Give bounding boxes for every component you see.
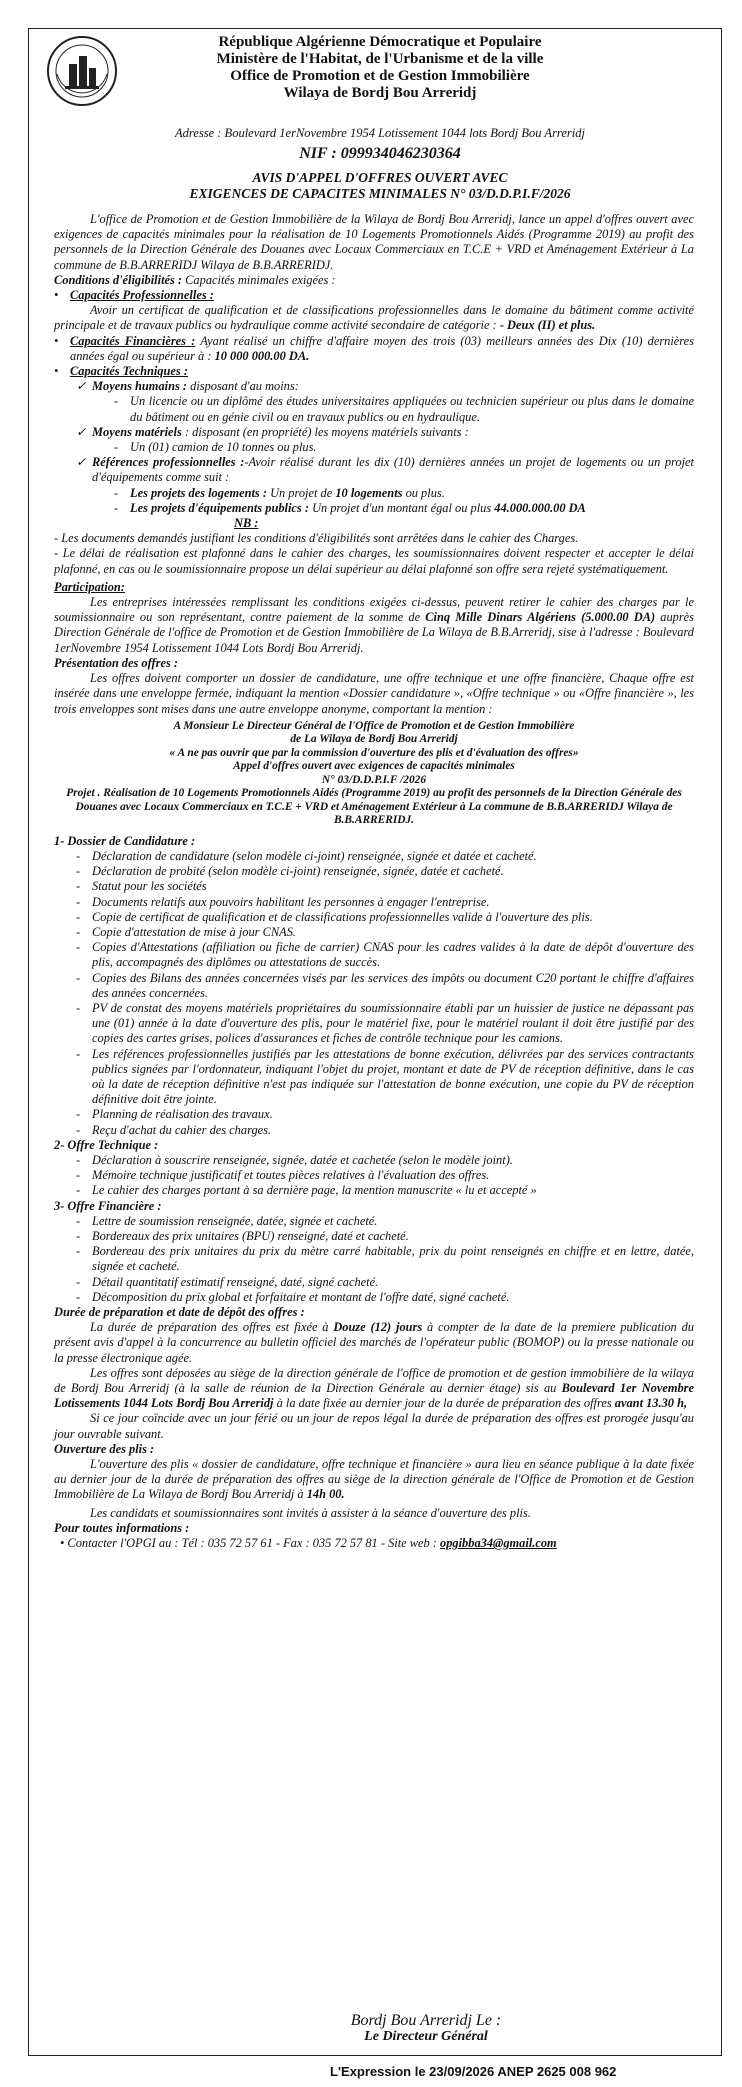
conditions-heading: [54, 273, 694, 288]
list-item: - Les projets des logements : Un projet de 10 logements ou plus.: [114, 485, 445, 500]
bullet-icon: •: [54, 364, 59, 379]
participation-title: Participation:: [54, 579, 125, 594]
list-item: [76, 1001, 694, 1047]
list-item: [76, 1107, 694, 1122]
list-item: [76, 1214, 694, 1229]
dash-marker: -: [76, 1046, 81, 1061]
dash-marker: -: [76, 1000, 81, 1015]
list-item: [76, 895, 694, 910]
list-item-text: Copie de certificat de qualification et de classifications professionnelles valide à l'ouverture des plis.: [92, 909, 593, 924]
ref-text: -Avoir réalisé durant les dix (10) dernières années un projet de logements ou un projet d'équipements comme suit :: [92, 455, 694, 485]
duree-title: Durée de préparation et date de dépôt des offres :: [54, 1305, 305, 1319]
dash-marker: -: [76, 909, 81, 924]
contact-line: [60, 1536, 694, 1551]
mat-item: Un (01) camion de 10 tonnes ou plus.: [130, 440, 317, 455]
duree-address: Boulevard 1er Novembre Lotissements 1044 Lots Bordj Bou Arreridj: [54, 1381, 694, 1411]
list-item-text: PV de constat des moyens matériels propriétaires du soumissionnaire établi par un huissier de justice ne dépassant pas une (01) année à la date d'ouverture des plis, pour le matériel fixe, pour le matériel roulant il doit être justifié par des copies des cartes grises, polices d'assurances et fiches de contrôle technique pour les camions.: [92, 1000, 694, 1046]
list-item-text: Décomposition du prix global et forfaitaire et montant de l'offre daté, signé cacheté.: [92, 1289, 510, 1304]
list-item: [76, 1183, 694, 1198]
list-item-text: Déclaration de probité (selon modèle ci-joint) renseignée, signée, datée et cacheté.: [92, 864, 504, 879]
notice-title-line-1: AVIS D'APPEL D'OFFRES OUVERT AVEC: [252, 170, 508, 185]
list-item: [76, 864, 694, 879]
duree-p1-end: à compter de la date de la premiere publication du présent avis d'appel à la concurrence au bulletin officiel des marchés de l'opérateur public (BOMOP) ou la presse nationale ou la presse électronique agée.: [54, 1320, 694, 1365]
ouverture-time: 14h 00.: [306, 1487, 345, 1502]
ouverture-paragraph-1: [54, 1457, 694, 1503]
envelope-line-2: de La Wilaya de Bordj Bou Arreridj: [290, 733, 458, 746]
dash-marker: -: [76, 1107, 81, 1122]
list-item: [76, 1153, 694, 1168]
address: Adresse : Boulevard 1erNovembre 1954 Lotissement 1044 lots Bordj Bou Arreridj: [175, 126, 585, 140]
check-icon: ✓: [76, 379, 87, 394]
header-line-1: République Algérienne Démocratique et Populaire: [218, 34, 542, 50]
list-item: [76, 879, 694, 894]
participation-paragraph: [54, 595, 694, 656]
signature-place: [0, 2012, 742, 2030]
dash-marker: -: [76, 894, 81, 909]
ref-item-1-text: Un projet de: [266, 485, 336, 500]
list-item-text: Mémoire technique justificatif et toutes pièces relatives à l'évaluation des offres.: [92, 1168, 490, 1183]
header-line-2: Ministère de l'Habitat, de l'Urbanisme et de la ville: [216, 51, 544, 67]
technique-list: [54, 1153, 694, 1199]
list-item-text: Reçu d'achat du cahier des charges.: [92, 1122, 272, 1137]
ref-item-1-end: ou plus.: [402, 485, 445, 500]
ouverture-paragraph-2: Les candidats et soumissionnaires sont invités à assister à la séance d'ouverture des plis.: [90, 1505, 531, 1520]
intro-paragraph: L'office de Promotion et de Gestion Immobilière de la Wilaya de Bordj Bou Arreridj, lance un appel d'offres ouvert avec exigences de capacités minimales pour la réalisation de 10 Logements Promotionnels Aidés (Programme 2019) au profit des personnels de la Direction Générale des Douanes avec Locaux Commerciaux en T.C.E + VRD et Aménagement Extérieur à La commune de B.B.ARRERIDJ Wilaya de B.B.ARRERIDJ.: [54, 212, 694, 272]
list-item-text: Lettre de soumission renseignée, datée, signée et cacheté.: [92, 1213, 378, 1228]
nif: NIF : 099934046230364: [299, 145, 461, 162]
list-item: [76, 1275, 694, 1290]
dash-marker: -: [76, 1244, 81, 1259]
list-item: [76, 1123, 694, 1138]
dash-marker: -: [76, 1122, 81, 1137]
duree-p2-mid: à la date fixée au dernier jour de la durée de préparation des offres: [273, 1396, 615, 1411]
list-item-text: Déclaration à souscrire renseignée, signée, datée et cachetée (selon le modèle joint).: [92, 1152, 513, 1167]
bullet-icon: •: [54, 333, 59, 348]
fin-title: Capacités Financières :: [70, 333, 196, 348]
list-item: [76, 1244, 694, 1274]
list-item: - Un licencie ou un diplômé des études universitaires appliquées ou technicien supérieur ou plus dans le domaine du bâtiment ou en génie civil ou en travaux publics ou en hydraulique.: [114, 394, 694, 424]
dash-marker: -: [76, 1289, 81, 1304]
ref-item-1-label: Les projets des logements :: [130, 485, 267, 500]
dash-marker: -: [76, 864, 81, 879]
footer-publication: L'Expression le 23/09/2026 ANEP 2625 008 962: [330, 2064, 617, 2079]
participation-text-2: auprès Direction Générale de l'office de Promotion et de Gestion Immobilière de La Wilaya de B.B.Arreridj, sise à l'adresse : Boulevard 1erNovembre 1954 Lotissement 1044 Lots Bordj Bou Arreridj.: [54, 610, 694, 655]
signature-title-text: Le Directeur Général: [364, 2029, 488, 2044]
conditions-subtitle: Capacités minimales exigées :: [182, 272, 336, 287]
list-item: [76, 910, 694, 925]
envelope-line-3: « A ne pas ouvrir que par la commission d'ouverture des plis et d'évaluation des offres»: [169, 746, 579, 759]
tech-title: Capacités Techniques :: [70, 364, 188, 379]
list-item: [76, 455, 694, 485]
hum-text: disposant d'au moins:: [187, 379, 299, 394]
dash-marker: -: [76, 1152, 81, 1167]
list-item: [76, 425, 694, 440]
dash-marker: -: [76, 848, 81, 863]
hum-item: Un licencie ou un diplômé des études universitaires appliquées ou technicien supérieur ou plus dans le domaine du bâtiment ou en génie civil ou en travaux publics ou en hydraulique.: [130, 394, 694, 424]
fin-text: Ayant réalisé un chiffre d'affaire moyen des trois (03) meilleurs années des Dix (10) dernières années égal ou supérieur à :: [70, 333, 694, 363]
list-item: [76, 925, 694, 940]
dash-marker: -: [76, 970, 81, 985]
fin-amount: 10 000 000.00 DA.: [214, 348, 310, 363]
participation-text-1: Les entreprises intéressées remplissant les conditions exigées ci-dessus, peuvent retirer le cahier des charges par le soumissionnaire ou son représentant, contre paiement de la somme de: [54, 595, 694, 625]
notice-title: [60, 170, 700, 202]
dash-marker: -: [76, 1228, 81, 1243]
list-item: [76, 1168, 694, 1183]
technique-title: 2- Offre Technique :: [54, 1137, 159, 1152]
dash-marker: -: [76, 1183, 81, 1198]
nb-note-2: - Le délai de réalisation est plafonné dans le cahier des charges, les soumissionnaires doivent respecter et accepter le délai plafonné, en cas ou le soumissionnaire propose un délai supérieur au délai plafonné son offre sera rejeté systématiquement.: [54, 546, 694, 576]
ref-title: Références professionnelles :: [92, 455, 245, 470]
presentation-paragraph: Les offres doivent comporter un dossier de candidature, une offre technique et une offre financière, Chaque offre est insérée dans une enveloppe fermée, indiquant la mention «Dossier candidature », «Offre technique » ou «Offre financière », les trois enveloppes sont mises dans une autre enveloppe anonyme, comportant la mention :: [54, 671, 694, 716]
prof-paragraph: [54, 303, 694, 333]
list-item-text: Les références professionnelles justifiés par les attestations de bonne exécution, délivrées par des services contractants publics signées par l'ordonnateur, indiquant l'objet du projet, montant et date de PV de réception définitive, dans le cas où la date de réception définitive n'est pas indiquée sur l'attestation de bonne exécution, une copie du PV de réception définitive doit être jointe.: [92, 1046, 694, 1107]
mat-title: Moyens matériels: [92, 424, 182, 439]
list-item: [54, 334, 694, 364]
mat-text: : disposant (en propriété) les moyens matériels suivants :: [181, 424, 469, 439]
dash-marker: -: [76, 879, 81, 894]
list-item-text: Copies d'Attestations (affiliation ou fiche de carrier) CNAS pour les cadres valides à la date de dépôt d'ouverture des plis, accompagnés des diplômes ou attestations de succès.: [92, 940, 694, 970]
contact-text: • Contacter l'OPGI au : Tél : 035 72 57 61 - Fax : 035 72 57 81 - Site web :: [60, 1536, 441, 1551]
signature-title: [0, 2029, 742, 2045]
list-item-text: Copie d'attestation de mise à jour CNAS.: [92, 924, 296, 939]
nb-note-1: - Les documents demandés justifiant les conditions d'éligibilités sont arrêtées dans le cahier des Charges.: [54, 531, 579, 546]
notice-title-line-2: EXIGENCES DE CAPACITES MINIMALES N° 03/D.D.P.I.F/2026: [189, 186, 571, 201]
list-item: [76, 1047, 694, 1108]
list-item-text: Planning de réalisation des travaux.: [92, 1107, 273, 1122]
dossier-list: [54, 849, 694, 1138]
ref-item-1-count: 10 logements: [335, 485, 403, 500]
list-item-text: Documents relatifs aux pouvoirs habilitant les personnes à engager l'entreprise.: [92, 894, 490, 909]
dash-marker: -: [76, 940, 81, 955]
ref-item-2-text: Un projet d'un montant égal ou plus: [308, 500, 495, 515]
envelope-line-1: A Monsieur Le Directeur Général de l'Office de Promotion et de Gestion Immobilière: [173, 719, 575, 732]
list-item-text: Statut pour les sociétés: [92, 879, 207, 894]
duree-paragraph-1: [54, 1320, 694, 1366]
list-item: - Un (01) camion de 10 tonnes ou plus.: [114, 440, 694, 455]
envelope-line-5: N° 03/D.D.P.I.F /2026: [321, 773, 427, 786]
list-item: [76, 849, 694, 864]
financiere-list: [54, 1214, 694, 1305]
list-item: [76, 940, 694, 970]
email-link[interactable]: opgibba34@gmail.com: [440, 1536, 557, 1551]
hum-title: Moyens humains :: [92, 379, 188, 394]
list-item: [76, 379, 694, 394]
check-icon: ✓: [76, 424, 87, 439]
duree-p2-text: Les offres sont déposées au siège de la direction générale de l'office de promotion et de gestion immobilière de la wilaya de Bordj Bou Arreridj (à la salle de réunion de la Direction Générale au dernier étage) sis au: [54, 1365, 694, 1396]
list-item: [76, 1290, 694, 1305]
dash-marker: -: [76, 1213, 81, 1228]
list-item-text: Bordereaux des prix unitaires (BPU) renseigné, daté et cacheté.: [92, 1228, 409, 1243]
header-line-3: Office de Promotion et de Gestion Immobilière: [230, 68, 530, 84]
financiere-title: 3- Offre Financière :: [54, 1198, 162, 1213]
check-icon: ✓: [76, 455, 87, 470]
prof-text: Avoir un certificat de qualification et de classifications professionnelles dans le domaine du bâtiment comme activité principale et de travaux publics ou hydraulique comme activité secondaire de catégorie :: [54, 303, 694, 333]
duree-paragraph-2: [54, 1366, 694, 1412]
presentation-title: Présentation des offres :: [54, 655, 179, 670]
dash-marker: -: [76, 1274, 81, 1289]
info-title: Pour toutes informations :: [54, 1520, 190, 1535]
list-item: [54, 364, 694, 379]
list-item-text: Le cahier des charges portant à sa dernière page, la mention manuscrite « lu et accepté »: [92, 1183, 537, 1198]
duree-paragraph-3: Si ce jour coïncide avec un jour férié ou un jour de repos légal la durée de préparation des offres est prorogée jusqu'au jour ouvrable suivant.: [54, 1411, 694, 1441]
participation-price: Cinq Mille Dinars Algériens (5.000.00 DA): [425, 610, 656, 625]
ouverture-p1-text: L'ouverture des plis « dossier de candidature, offre technique et financière » aura lieu en séance publique à la date fixée au dernier jour de la durée de préparation des offres au siège de la direction générale de l'Office de Promotion et de Gestion Immobilière de La Wilaya de Bordj Bou Arreridj à: [54, 1457, 694, 1502]
duree-days: Douze (12) jours: [333, 1320, 423, 1335]
ref-item-2-label: Les projets d'équipements publics :: [130, 500, 309, 515]
nb-label: NB :: [234, 516, 259, 531]
project-statement: Projet . Réalisation de 10 Logements Promotionnels Aidés (Programme 2019) au profit des personnels de la Direction Générale des Douanes avec Locaux Commerciaux en T.C.E + VRD et Aménagement Extérieur à La commune de B.B.ARRERIDJ Wilaya de B.B.ARRERIDJ.: [66, 787, 682, 827]
list-item-text: Détail quantitatif estimatif renseigné, daté, signé cacheté.: [92, 1274, 379, 1289]
header-line-4: Wilaya de Bordj Bou Arreridj: [283, 85, 477, 101]
list-item: [76, 971, 694, 1001]
duree-deadline: avant 13.30 h,: [614, 1396, 688, 1411]
list-item-text: Copies des Bilans des années concernées visés par les services des impôts ou document C20 portant le chiffre d'affaires des années concernées.: [92, 970, 694, 1000]
dash-marker: -: [76, 1168, 81, 1183]
list-item: - Les projets d'équipements publics : Un projet d'un montant égal ou plus 44.000.000.00 DA: [114, 500, 586, 515]
bullet-icon: •: [54, 288, 59, 303]
envelope-line-4: Appel d'offres ouvert avec exigences de capacités minimales: [233, 760, 515, 773]
list-item-text: Déclaration de candidature (selon modèle ci-joint) renseignée, signée et datée et cacheté.: [92, 848, 537, 863]
dash-marker: -: [76, 924, 81, 939]
duree-p1-text: La durée de préparation des offres est fixée à: [90, 1320, 334, 1335]
prof-category: - Deux (II) et plus.: [499, 318, 596, 333]
conditions-title: Conditions d'éligibilités :: [54, 272, 183, 287]
ref-item-2-amount: 44.000.000.00 DA: [494, 500, 586, 515]
prof-title: Capacités Professionnelles :: [70, 288, 214, 303]
list-item-text: Bordereau des prix unitaires du prix du mètre carré habitable, prix du point renseignés en chiffre et en lettre, datée, signée et cacheté.: [92, 1244, 694, 1274]
list-item: [54, 288, 694, 303]
signature-place-text: Bordj Bou Arreridj Le :: [350, 2012, 502, 2029]
document-body: [54, 212, 694, 1551]
opgi-logo-icon: [45, 34, 119, 108]
dossier-title: 1- Dossier de Candidature :: [54, 833, 196, 848]
letterhead: [120, 34, 640, 102]
list-item: [76, 1229, 694, 1244]
ouverture-title: Ouverture des plis :: [54, 1441, 155, 1456]
